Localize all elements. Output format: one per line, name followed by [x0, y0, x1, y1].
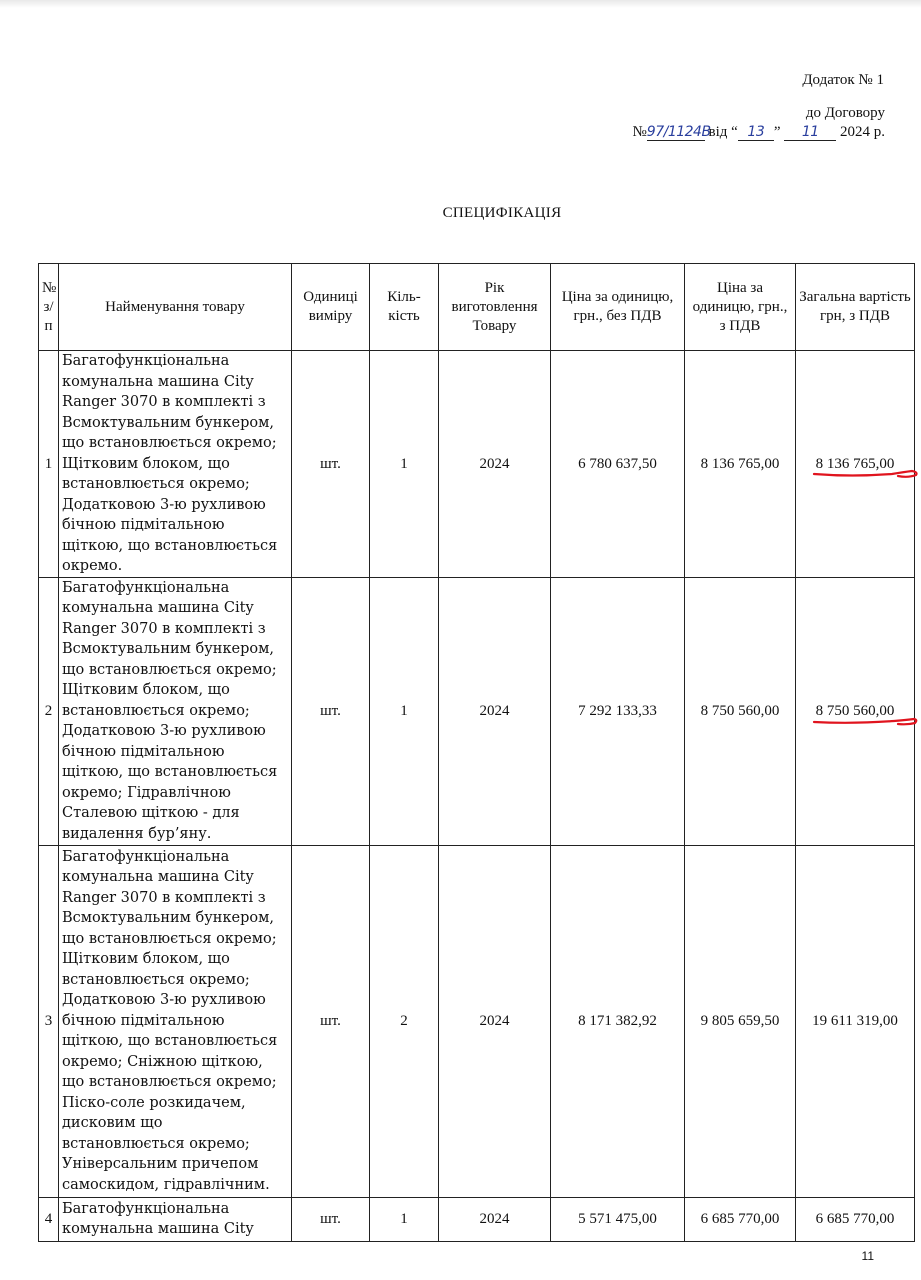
header-price-no-vat: Ціна за одиницю, грн., без ПДВ — [551, 264, 685, 351]
row-qty: 1 — [370, 1197, 439, 1241]
row-no: 3 — [39, 845, 59, 1197]
row-price-no-vat: 6 780 637,50 — [551, 351, 685, 578]
table-row — [39, 351, 915, 578]
row-name: Багатофункціональна комунальна машина City — [59, 1197, 292, 1241]
row-unit: шт. — [292, 351, 370, 578]
page-number: 11 — [861, 1249, 874, 1263]
date-from-label: від “ — [708, 124, 738, 140]
header-no: № з/п — [39, 264, 59, 351]
date-quote-close: ” — [773, 124, 781, 140]
table-header-row — [39, 264, 915, 351]
row-unit: шт. — [292, 577, 370, 845]
contract-day-handwritten: 13 — [738, 124, 774, 141]
row-price-no-vat: 7 292 133,33 — [551, 577, 685, 845]
document-title: СПЕЦИФІКАЦІЯ — [442, 205, 562, 221]
red-underline-mark — [812, 468, 920, 482]
row-unit: шт. — [292, 1197, 370, 1241]
row-total: 6 685 770,00 — [796, 1197, 915, 1241]
contract-number-line — [632, 124, 885, 141]
row-year: 2024 — [439, 1197, 551, 1241]
table-row — [39, 1197, 915, 1241]
red-underline-mark — [812, 715, 920, 729]
row-name: Багатофункціональна комунальна машина City Ranger 3070 в комплекті з Всмоктувальним бункером, що встановлюється окремо; Щітковим блоком, що встановлюється окремо; Додатковою 3-ю рухливою бічною підмітальною щіткою, що встановлюється окремо; Сніжною щіткою, що встановлюється окремо; Піско-соле розкидачем, дисковим що встановлюється окремо; Універсальним причепом самоскидом, гідравлічним. — [59, 845, 292, 1197]
row-price-vat: 8 750 560,00 — [685, 577, 796, 845]
row-price-no-vat: 8 171 382,92 — [551, 845, 685, 1197]
row-year: 2024 — [439, 351, 551, 578]
row-total-cell — [796, 577, 915, 845]
row-name: Багатофункціональна комунальна машина City Ranger 3070 в комплекті з Всмоктувальним бункером, що встановлюється окремо; Щітковим блоком, що встановлюється окремо; Додатковою 3-ю рухливою бічною підмітальною щіткою, що встановлюється окремо. — [59, 351, 292, 578]
contract-year: 2024 р. — [840, 124, 885, 140]
row-year: 2024 — [439, 577, 551, 845]
row-total: 8 750 560,00 — [815, 703, 895, 719]
header-price-vat: Ціна за одиницю, грн., з ПДВ — [685, 264, 796, 351]
row-qty: 1 — [370, 577, 439, 845]
underlined-total — [816, 701, 895, 721]
specification-table — [38, 263, 915, 1242]
row-price-vat: 8 136 765,00 — [685, 351, 796, 578]
underlined-total — [816, 454, 895, 474]
row-no: 2 — [39, 577, 59, 845]
number-prefix: № — [632, 124, 647, 140]
row-total: 8 136 765,00 — [815, 455, 895, 472]
row-no: 4 — [39, 1197, 59, 1241]
row-no: 1 — [39, 351, 59, 578]
header-year: Рік виготовлення Товару — [439, 264, 551, 351]
row-price-vat: 6 685 770,00 — [685, 1197, 796, 1241]
header-unit: Одиниці виміру — [292, 264, 370, 351]
scan-edge-shadow — [0, 0, 921, 8]
contract-number-handwritten: 97/1124В — [646, 124, 711, 140]
row-total: 19 611 319,00 — [796, 845, 915, 1197]
header-qty: Кіль-кість — [370, 264, 439, 351]
annex-label: Додаток № 1 — [802, 72, 884, 88]
row-name: Багатофункціональна комунальна машина City Ranger 3070 в комплекті з Всмоктувальним бункером, що встановлюється окремо; Щітковим блоком, що встановлюється окремо; Додатковою 3-ю рухливою бічною підмітальною щіткою, що встановлюється окремо; Гідравлічною Сталевою щіткою - для видалення бур’яну. — [59, 577, 292, 845]
table-row — [39, 845, 915, 1197]
header-total: Загальна вартість грн, з ПДВ — [796, 264, 915, 351]
row-qty: 2 — [370, 845, 439, 1197]
row-price-vat: 9 805 659,50 — [685, 845, 796, 1197]
contract-month-handwritten: 11 — [784, 124, 836, 141]
row-price-no-vat: 5 571 475,00 — [551, 1197, 685, 1241]
row-total-cell — [796, 351, 915, 578]
row-qty: 1 — [370, 351, 439, 578]
to-contract-label: до Договору — [805, 105, 885, 121]
header-name: Найменування товару — [59, 264, 292, 351]
table-row — [39, 577, 915, 845]
row-year: 2024 — [439, 845, 551, 1197]
row-unit: шт. — [292, 845, 370, 1197]
